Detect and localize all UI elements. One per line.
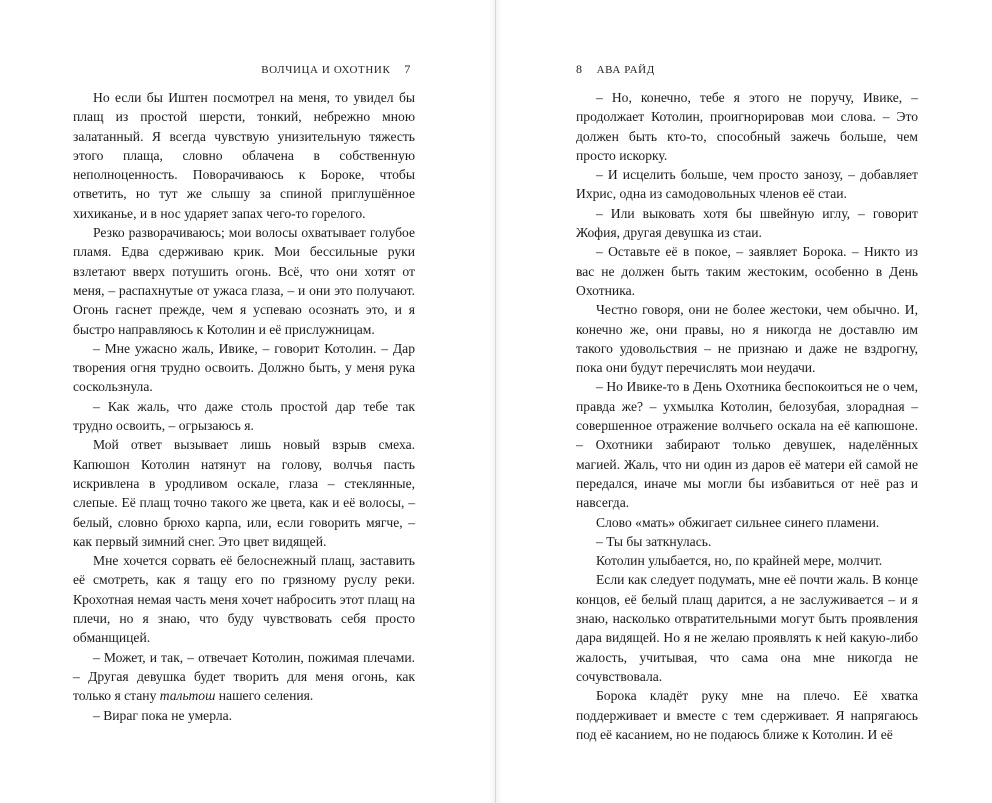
paragraph: [73, 339, 415, 397]
paragraph: [576, 551, 918, 570]
paragraph: [576, 242, 918, 300]
paragraph: [576, 532, 918, 551]
paragraph-text: – Или выковать хотя бы швейную иглу, – говорит Жофия, другая девушка из стаи.: [576, 205, 918, 241]
paragraph: [576, 88, 918, 165]
author-name: АВА РАЙД: [596, 64, 655, 76]
paragraph: [576, 204, 918, 243]
paragraph: [576, 570, 918, 686]
paragraph: [73, 223, 415, 339]
paragraph-text: – Оставьте её в покое, – заявляет Борока. – Никто из вас не должен быть таким жестоким, особенно в День Охотника.: [576, 244, 918, 298]
paragraph-text: – Мне ужасно жаль, Ивике, – говорит Котолин. – Дар творения огня трудно освоить. Должно быть, у меня рука соскользнула.: [73, 340, 415, 395]
paragraph-text: Мой ответ вызывает лишь новый взрыв смеха. Капюшон Котолин натянут на голову, волчья пасть искривлена в уродливом оскале, глаза – стеклянные, слепые. Её плащ точно такого же цвета, как и её волосы, – белый, словно брюхо карпа, или, если говорить мягче, – как первый зимний снег. Это цвет видящей.: [73, 437, 415, 549]
paragraph: [576, 300, 918, 377]
paragraph-text: Борока кладёт руку мне на плечо. Её хватка поддерживает и вместе с тем сдерживает. Я напрягаюсь под её касанием, но не подаюсь ближе к Котолин. И её: [576, 688, 918, 742]
paragraph-text: – Как жаль, что даже столь простой дар тебе так трудно освоить, – огрызаюсь я.: [73, 398, 415, 434]
paragraph-text: Но если бы Иштен посмотрел на меня, то увидел бы плащ из простой шерсти, тонкий, небрежно мною залатанный. Я всегда чувствую унизительную тяжесть этого плаща, словно облачена в собственную неполноценность. Поворачиваюсь к Бороке, чтобы ответить, но тут же слышу за спиной приглушённое хихиканье, и в нос ударяет запах чего-то горелого.: [73, 90, 415, 221]
paragraph: [576, 165, 918, 204]
paragraph: [73, 551, 415, 647]
paragraph-text: – Но Ивике-то в День Охотника беспокоиться не о чем, правда же? – ухмылка Котолин, белозубая, злорадная – совершенное отражение волчьего оскала на её капюшоне. – Охотники забирают только девушек, наделённых магией. Жаль, что ни один из даров её матери ей самой не передался, иначе мы могли бы избавиться от неё раз и навсегда.: [576, 379, 918, 511]
paragraph: [73, 88, 415, 223]
right-page: [496, 0, 992, 803]
paragraph-text: – Ты бы заткнулась.: [596, 533, 712, 549]
body-text: [576, 88, 918, 744]
page-number: 8: [576, 62, 583, 76]
paragraph-text: – И исцелить больше, чем просто занозу, – добавляет Ихрис, одна из самодовольных членов её стаи.: [576, 167, 918, 202]
book-title: ВОЛЧИЦА И ОХОТНИК: [261, 64, 391, 76]
paragraph: [576, 686, 918, 744]
paragraph: [73, 397, 415, 436]
paragraph-text: Резко разворачиваюсь; мои волосы охватывает голубое пламя. Едва сдерживаю крик. Мои бессильные руки взлетают вверх потушить огонь. Всё, что они хотят от меня, – распахнутые от ужаса глаза, – и они это получают. Огонь гаснет прежде, чем я успеваю осознать это, и я быстро направляюсь к Котолин и её прислужницам.: [73, 225, 415, 337]
paragraph-text: – Но, конечно, тебе я этого не поручу, Ивике, – продолжает Котолин, проигнорировав мои слова. – Это должен быть кто-то, способный зажечь больше, чем просто искорку.: [576, 90, 918, 163]
body-text: [73, 88, 415, 725]
paragraph: [73, 706, 415, 725]
running-header: [576, 62, 655, 77]
paragraph: [73, 435, 415, 551]
paragraph-text: Мне хочется сорвать её белоснежный плащ, заставить её смотреть, как я тащу его по грязному руслу реки. Крохотная немая часть меня хочет набросить этот плащ на плечи, но я знаю, что буду чувствовать себя просто обманщицей.: [73, 553, 415, 646]
paragraph-text: – Может, и так, – отвечает Котолин, пожимая плечами. – Другая девушка будет творить для меня огонь, как только я стану: [73, 649, 415, 704]
running-header: [261, 62, 411, 77]
page-number: 7: [404, 62, 411, 76]
italic-term: тальтош: [159, 688, 216, 704]
paragraph: [576, 513, 918, 532]
paragraph: [73, 648, 415, 706]
paragraph-text: Слово «мать» обжигает сильнее синего пламени.: [596, 514, 880, 530]
paragraph-text: – Вираг пока не умерла.: [93, 707, 233, 723]
gutter-shadow: [496, 0, 502, 803]
paragraph: [576, 377, 918, 512]
paragraph-text: Если как следует подумать, мне её почти жаль. В конце концов, её белый плащ дарится, а не заслуживается – и я знаю, насколько отвратительными могут быть проявления дара видящей. Но я не желаю проявлять к ней какую-либо жалость, учитывая, что сама она мне никогда не сочувствовала.: [576, 572, 918, 684]
paragraph-text: Котолин улыбается, но, по крайней мере, молчит.: [596, 553, 883, 569]
paragraph-text-tail: нашего селения.: [215, 688, 314, 704]
paragraph-text: Честно говоря, они не более жестоки, чем обычно. И, конечно же, они правы, но я никогда не доставлю им такого удовольствия – не признаю и даже не вздрогну, пока они будут перечислять мои неудачи.: [576, 302, 918, 376]
gutter-shadow: [489, 0, 495, 803]
